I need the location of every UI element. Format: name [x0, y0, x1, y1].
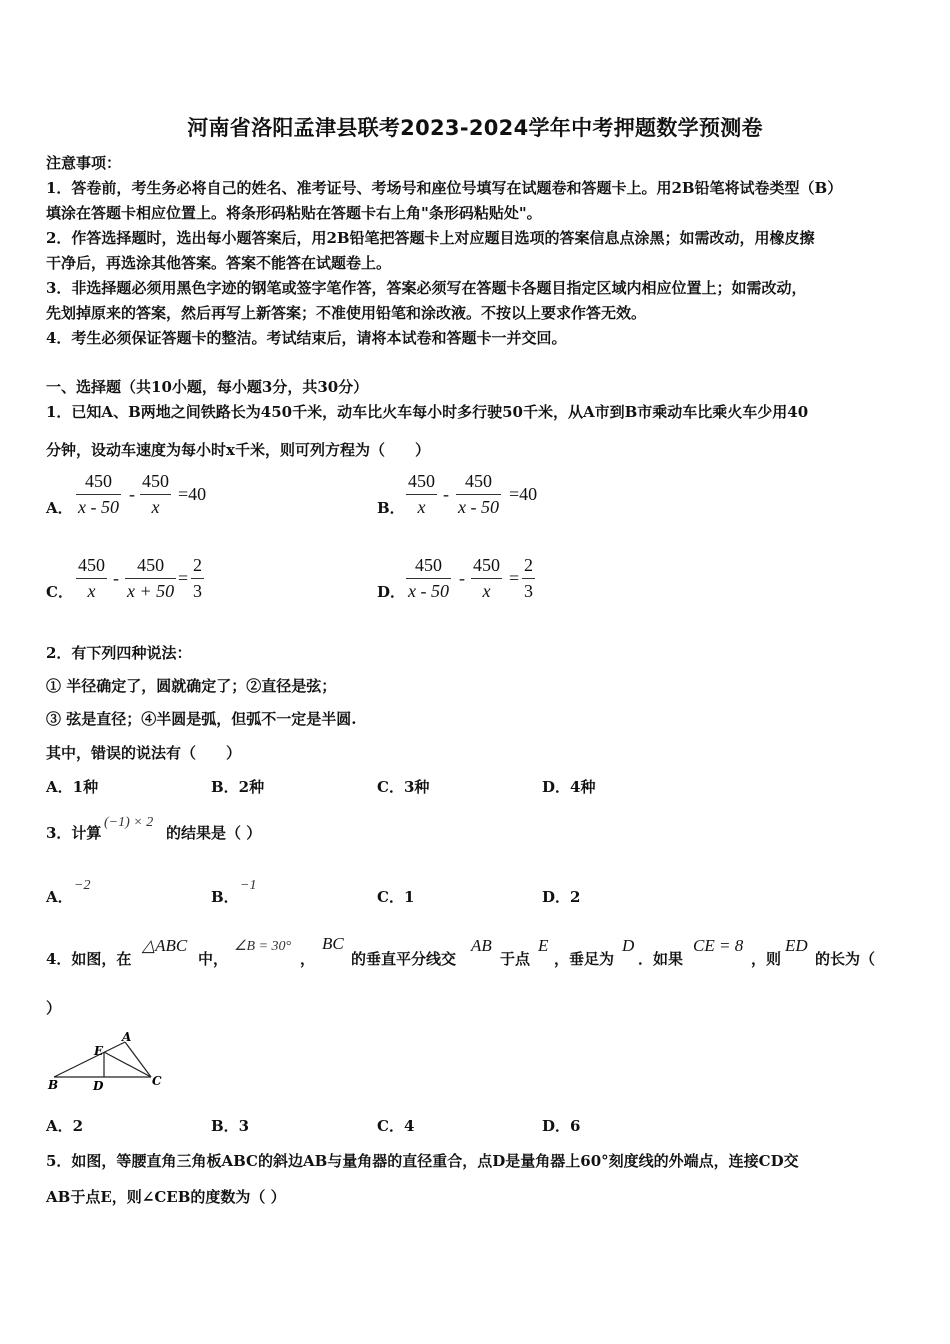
- denominator: x + 50: [127, 581, 175, 601]
- question-2-line: ③ 弦是直径；④半圆是弧，但弧不一定是半圆.: [46, 710, 357, 728]
- option-b-value: −1: [240, 878, 257, 893]
- option-a-value: −2: [74, 878, 91, 893]
- section-heading: 一、选择题（共10小题，每小题3分，共30分）: [46, 378, 369, 396]
- minus-sign: -: [459, 568, 465, 588]
- option-a-label: A．: [46, 499, 73, 517]
- notice-line: 2．作答选择题时，选出每小题答案后，用2B铅笔把答题卡上对应题目选项的答案信息点涂黑；如需改动，用橡皮擦: [46, 229, 815, 247]
- question-1-line: 1．已知A、B两地之间铁路长为450千米，动车比火车每小时多行驶50千米，从A市到B市乘动车比乘火车少用40: [46, 403, 809, 421]
- question-4-text: 于点: [500, 950, 531, 968]
- denominator: x: [482, 581, 491, 601]
- numerator: 450: [78, 555, 105, 575]
- numerator: 450: [142, 471, 169, 491]
- numerator: 2: [193, 555, 202, 575]
- question-4-text: 的长为（: [815, 950, 876, 968]
- fraction: [522, 555, 535, 602]
- fraction: [456, 471, 501, 518]
- question-4-text: 中，: [198, 950, 229, 968]
- math-inline: ED: [785, 936, 808, 955]
- vertex-label-c: C: [152, 1074, 162, 1088]
- question-3-text: 的结果是（ ）: [166, 824, 262, 842]
- denominator: 3: [193, 581, 202, 601]
- equals-sign: =: [509, 568, 520, 588]
- fraction: [140, 471, 171, 518]
- expression: (−1) × 2: [104, 815, 154, 830]
- option-d: D．4种: [542, 778, 596, 796]
- question-2-line: 其中，错误的说法有（ ）: [46, 744, 242, 762]
- equation-rhs: =40: [178, 484, 207, 504]
- denominator: x: [151, 497, 160, 517]
- fraction: [406, 555, 451, 602]
- fraction: [76, 471, 121, 518]
- denominator: 3: [524, 581, 533, 601]
- denominator: x: [417, 497, 426, 517]
- question-5-line: AB于点E，则∠CEB的度数为（ ）: [46, 1188, 286, 1206]
- math-inline: D: [622, 936, 635, 955]
- question-3-text: 3．计算: [46, 824, 102, 842]
- fraction: [191, 555, 204, 602]
- notice-line: 干净后，再选涂其他答案。答案不能答在试题卷上。: [46, 254, 392, 272]
- option-b: B．3: [211, 1117, 250, 1135]
- vertex-label-b: B: [48, 1078, 59, 1092]
- notice-line: 4．考生必须保证答题卡的整洁。考试结束后，请将本试卷和答题卡一并交回。: [46, 329, 567, 347]
- question-4-text: ，: [300, 950, 316, 968]
- vertex-label-a: A: [122, 1030, 132, 1044]
- numerator: 2: [524, 555, 533, 575]
- question-4-text: 的垂直平分线交: [351, 950, 457, 968]
- vertex-label-d: D: [93, 1079, 104, 1092]
- denominator: x: [87, 581, 96, 601]
- question-5-line: 5．如图，等腰直角三角板ABC的斜边AB与量角器的直径重合，点D是量角器上60°刻度线的外端点，连接CD交: [46, 1152, 799, 1170]
- numerator: 450: [137, 555, 165, 575]
- question-4-text: ．如果: [638, 950, 684, 968]
- triangle-figure: [44, 1030, 174, 1092]
- math-inline: AB: [471, 936, 492, 955]
- vertex-label-e: E: [94, 1044, 104, 1058]
- fraction: [471, 555, 502, 602]
- minus-sign: -: [129, 484, 135, 504]
- option-a: A．1种: [46, 778, 99, 796]
- question-2-line: 2．有下列四种说法：: [46, 644, 192, 662]
- minus-sign: -: [443, 484, 449, 504]
- page-title: 河南省洛阳孟津县联考2023-2024学年中考押题数学预测卷: [187, 116, 763, 140]
- minus-sign: -: [113, 568, 119, 588]
- notice-line: 填涂在答题卡相应位置上。将条形码粘贴在答题卡右上角"条形码粘贴处"。: [46, 204, 542, 222]
- question-4-text: ，则: [751, 950, 782, 968]
- notice-line: 1．答卷前，考生务必将自己的姓名、准考证号、考场号和座位号填写在试题卷和答题卡上。用2B铅笔将试卷类型（B）: [46, 179, 843, 197]
- denominator: x - 50: [78, 497, 119, 517]
- equals-sign: =: [178, 568, 189, 588]
- denominator: x - 50: [408, 581, 449, 601]
- question-4-text: 4．如图，在: [46, 950, 132, 968]
- math-inline: ∠B = 30°: [234, 939, 292, 954]
- option-c: C．3种: [377, 778, 430, 796]
- numerator: 450: [408, 471, 435, 491]
- numerator: 450: [414, 555, 442, 575]
- question-4-text: ）: [46, 999, 62, 1017]
- math-inline: E: [538, 936, 549, 955]
- denominator: x - 50: [458, 497, 499, 517]
- notice-line: 3．非选择题必须用黑色字迹的钢笔或签字笔作答，答案必须写在答题卡各题目指定区域内相应位置上；如需改动，: [46, 279, 807, 297]
- question-4-text: ，垂足为: [554, 950, 615, 968]
- fraction: [406, 471, 437, 518]
- option-a-label: A．: [46, 888, 73, 906]
- math-inline: CE = 8: [693, 936, 744, 955]
- option-c: C．1: [377, 888, 415, 906]
- option-d: D．2: [542, 888, 581, 906]
- option-b-label: B．: [377, 499, 405, 517]
- question-1-line: 分钟，设动车速度为每小时x千米，则可列方程为（ ）: [46, 441, 430, 459]
- fraction: [125, 555, 176, 602]
- numerator: 450: [473, 555, 500, 575]
- equation-rhs: =40: [509, 484, 538, 504]
- option-b: B．2种: [211, 778, 265, 796]
- math-inline: △ABC: [142, 936, 188, 955]
- numerator: 450: [84, 471, 112, 491]
- math-inline: BC: [322, 934, 344, 953]
- option-a: A．2: [46, 1117, 84, 1135]
- option-c-label: C．: [46, 583, 73, 601]
- option-c: C．4: [377, 1117, 415, 1135]
- numerator: 450: [464, 471, 492, 491]
- option-d-label: D．: [377, 583, 406, 601]
- option-d: D．6: [542, 1117, 581, 1135]
- question-2-line: ① 半径确定了，圆就确定了；②直径是弦；: [46, 677, 337, 695]
- notice-heading: 注意事项：: [46, 154, 122, 172]
- option-b-label: B．: [211, 888, 239, 906]
- notice-line: 先划掉原来的答案，然后再写上新答案；不准使用铅笔和涂改液。不按以上要求作答无效。: [46, 304, 647, 322]
- fraction: [76, 555, 107, 602]
